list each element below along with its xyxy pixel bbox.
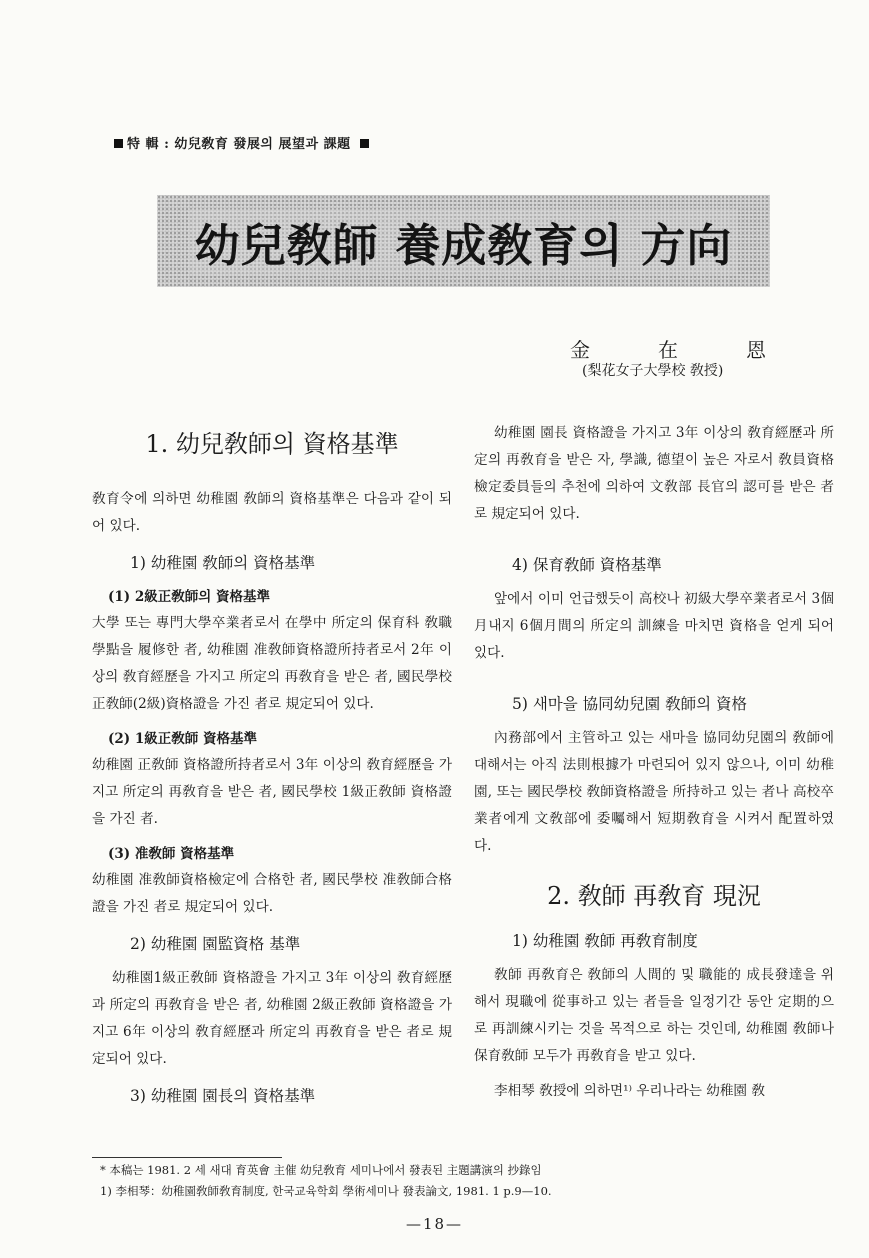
right-column (474, 420, 834, 1113)
left-column (92, 420, 452, 1117)
subsection-title: 1) 幼稚園 敎師의 資格基準 (130, 554, 316, 572)
paragraph: 幼稚園1級正敎師 資格證을 가지고 3年 이상의 敎育經歷과 所定의 再敎育을 받은 者, 幼稚園 2級正敎師 資格證을 가지고 6年 이상의 敎育經歷과 所定의 再敎育을 받은 者로 規定되어 있다. (92, 970, 452, 1067)
paragraph: 李相琴 敎授에 의하면¹⁾ 우리나라는 幼稚園 敎 (494, 1083, 765, 1099)
paragraph: 大學 또는 專門大學卒業者로서 在學中 所定의 保育科 敎職學點을 履修한 者, 幼稚園 准敎師資格證所持者로서 2年 이상의 敎育經歷을 가지고 所定의 再敎育을 받은 者, 國民學校 正敎師(2級)資格證을 가진 者로 規定되어 있다. (92, 615, 452, 712)
author-affiliation: (梨花女子大學校 敎授) (582, 363, 724, 379)
subsection-title: 4) 保育敎師 資格基準 (512, 556, 662, 574)
section-title: 1. 幼兒敎師의 資格基準 (145, 430, 399, 458)
paragraph: 敎育令에 의하면 幼稚園 敎師의 資格基準은 다음과 같이 되어 있다. (92, 491, 452, 534)
square-bullet-icon (360, 139, 369, 148)
title-banner (157, 195, 770, 287)
section-title: 2. 敎師 再敎育 現況 (547, 882, 761, 910)
paragraph: 앞에서 이미 언급했듯이 高校나 初級大學卒業者로서 3個月내지 6個月間의 所定의 訓練을 마치면 資格을 얻게 되어 있다. (474, 591, 834, 661)
paragraph: 幼稚園 園長 資格證을 가지고 3年 이상의 敎育經歷과 所定의 再敎育을 받은 자, 學識, 德望이 높은 자로서 敎員資格檢定委員들의 추천에 의하여 文敎部 長官의 認可를 받은 者로 規定되어 있다. (474, 425, 834, 522)
subsection-title: 2) 幼稚園 園監資格 基準 (130, 935, 301, 953)
article-title: 幼兒敎師 養成敎育의 方向 (189, 209, 739, 274)
subsection-title: 3) 幼稚園 園長의 資格基準 (130, 1087, 316, 1105)
footnote-divider (92, 1157, 282, 1158)
subsection-title: 5) 새마을 協同幼兒園 敎師의 資格 (512, 695, 748, 713)
item-title: (2) 1級正敎師 資格基準 (108, 731, 257, 747)
author-name-char: 恩 (746, 338, 766, 362)
square-bullet-icon (114, 139, 123, 148)
item-title: (1) 2級正敎師의 資格基準 (108, 589, 271, 605)
footnote: * 本稿는 1981. 2 세 새대 育英會 主催 幼兒敎育 세미나에서 發表된 主題講演의 抄錄임 (100, 1163, 542, 1177)
item-title: (3) 准敎師 資格基準 (108, 846, 235, 862)
footnote: 1) 李相琴：幼稚園敎師敎育制度, 한국교육학회 學術세미나 發表論文, 1981. 1 p.9—10. (100, 1184, 552, 1198)
paragraph: 內務部에서 主管하고 있는 새마을 協同幼兒園의 敎師에 대해서는 아직 法則根據가 마련되어 있지 않으나, 이미 幼稚園, 또는 國民學校 敎師資格證을 所持하고 있는 者나 高校卒業者에게 文敎部에 委囑해서 短期敎育을 시켜서 配置하였다. (474, 730, 834, 854)
paragraph: 敎師 再敎育은 敎師의 人間的 및 職能的 成長發達을 위해서 現職에 從事하고 있는 者들을 일정기간 동안 定期的으로 再訓練시키는 것을 목적으로 하는 것인데, 幼稚園 敎師나 保育敎師 모두가 再敎育을 받고 있다. (474, 967, 834, 1064)
author-name-char: 金 (570, 338, 590, 362)
page-number: —18— (405, 1215, 464, 1233)
subsection-title: 1) 幼稚園 敎師 再敎育制度 (512, 932, 698, 950)
feature-header (110, 133, 373, 152)
paragraph: 幼稚園 正敎師 資格證所持者로서 3年 이상의 敎育經歷을 가지고 所定의 再敎育을 받은 者, 國民學校 1級正敎師 資格證을 가진 者. (92, 757, 452, 827)
paragraph: 幼稚園 准敎師資格檢定에 合格한 者, 國民學校 准敎師合格證을 가진 者로 規定되어 있다. (92, 872, 452, 915)
feature-label: 特 輯 (127, 137, 160, 152)
feature-series-title: 幼兒敎育 發展의 展望과 課題 (174, 137, 351, 152)
author-name-char: 在 (658, 338, 678, 362)
feature-colon: : (164, 137, 170, 152)
author-name (570, 334, 766, 363)
